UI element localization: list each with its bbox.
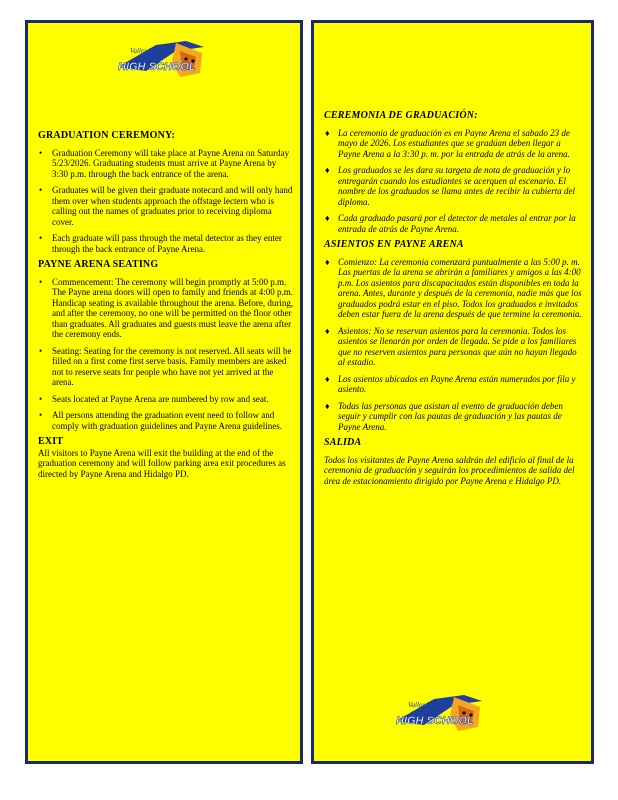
list-item: • Graduation Ceremony will take place at Payne Arena on Saturday 5/23/2026. Graduating students must arrive at Payne Arena by 3:30 p.m. through the back entrance of the arena. [39,147,290,179]
diamond-bullet-icon: ♦ [325,165,330,175]
list-item: ♦ Los asientos ubicados en Payne Arena están numerados por fila y asiento. [325,373,576,394]
spanish-content [324,111,585,492]
logo-text: HIGH SCHOOL [118,61,196,73]
bullet-icon: • [39,345,43,356]
school-logo [116,37,206,79]
diamond-bullet-icon: ♦ [325,325,330,336]
diamond-bullet-icon: ♦ [325,213,330,223]
list-item: • Commencement: The ceremony will begin promptly at 5:00 p.m. The Payne arena doors will open to family and friends at 4:00 p.m. Handicap seating is available throughout the arena. Before, during, and after the ceremony, no one will be permitted on the floor other than graduates. All graduates and guests must leave the arena after the ceremony ends. [39,276,294,339]
list-item: • Seats located at Payne Arena are numbered by row and seat. [39,393,269,404]
english-content [38,131,294,485]
bullet-icon: • [39,185,43,195]
graduation-ceremony-heading: GRADUATION CEREMONY: [38,130,176,141]
list-item: • Seating: Seating for the ceremony is not reserved. All seats will be filled on a first come first serve basis. Family members are asked not to reserve seats for people who have not yet arrived at the arena. [39,345,292,387]
salida-text: Todos los visitantes de Payne Arena saldrán del edificio al final de la ceremonia de graduación y seguirán los procedimientos de salida del área de estacionamiento dirigido por Payne Arena e Hidalgo PD. [324,454,575,486]
bullet-icon: • [39,410,43,420]
arena-seating-list [38,277,294,432]
list-item: • Graduates will be given their graduate notecard and will only hand them over when students approach the offstage lectern who is calling out the names of graduates prior to receiving diploma cover. [39,185,293,227]
list-item: • All persons attending the graduation event need to follow and comply with graduation guidelines and Payne Arena guidelines. [39,410,282,431]
bullet-icon: • [39,276,43,287]
salida-heading: SALIDA [324,437,362,448]
graduation-ceremony-list [38,148,294,255]
exit-text: All visitors to Payne Arena will exit the building at the end of the graduation ceremony and will follow parking area exit procedures as directed by Payne Arena and Hidalgo PD. [38,447,286,479]
spanish-column [311,20,594,764]
tiger-logo-icon [394,691,484,733]
ceremonia-heading: CEREMONIA DE GRADUACIÓN: [324,110,478,121]
asientos-heading: ASIENTOS EN PAYNE ARENA [324,239,464,250]
logo-text: HIGH SCHOOL [396,715,474,727]
list-item: ♦ Asientos: No se reservan asientos para la ceremonia. Todos los asientos se llenarán por orden de llegada. Se pide a los familiares que no reserven asientos para personas que aún no hayan llegado al estadio. [325,325,577,367]
diamond-bullet-icon: ♦ [325,373,330,384]
list-item: ♦ Los graduados se les dara su targeta de nota de graduación y lo entregarán cuando los estudiantes se acerquen al escenario. El nombre de los graduados se llama antes de recibir la cubierta del diploma. [325,165,576,207]
logo-script: Valley View [130,47,163,55]
list-item: ♦ Comienzo: La ceremonia comenzará puntualmente a las 5:00 p. m. Las puertas de la arena se abrirán a familiares y amigos a las 4:00 p.m. Los asientos para discapacitados están disponibles en toda la arena. Antes, durante y después de la ceremonia, nadie más que los graduados podrá estar en el piso. Todos los graduados e invitados deben estar fuera de la arena después de que termine la ceremonia. [325,256,582,319]
exit-heading: EXIT [38,436,64,447]
bullet-icon: • [39,233,43,243]
english-column [25,20,303,764]
list-item: • Each graduate will pass through the metal detector as they enter through the back entrance of Payne Arena. [39,233,282,254]
arena-seating-heading: PAYNE ARENA SEATING [38,259,159,270]
ceremonia-list [324,128,585,235]
bullet-icon: • [39,393,43,404]
school-logo-bottom [394,691,484,733]
asientos-list [324,257,585,433]
diamond-bullet-icon: ♦ [325,400,330,411]
logo-script: Valley View [408,701,441,709]
tiger-logo-icon [116,37,206,79]
bullet-icon: • [39,147,43,158]
list-item: ♦ Todas las personas que asistan al evento de graduación deben seguir y cumplir con las pautas de graduación y las pautas de Payne Arena. [325,400,563,432]
list-item: ♦ Cada graduado pasará por el detector de metales al entrar por la entrada de atrás de Payne Arena. [325,213,576,234]
diamond-bullet-icon: ♦ [325,256,330,267]
list-item: ♦ La ceremonia de graduación es en Payne Arena el sabado 23 de mayo de 2026. Los estudiantes que se gradúan deben llegar a Payne Arena a la 3:30 p. m. por la entrada de atrás de la arena. [325,127,570,159]
diamond-bullet-icon: ♦ [325,127,330,138]
